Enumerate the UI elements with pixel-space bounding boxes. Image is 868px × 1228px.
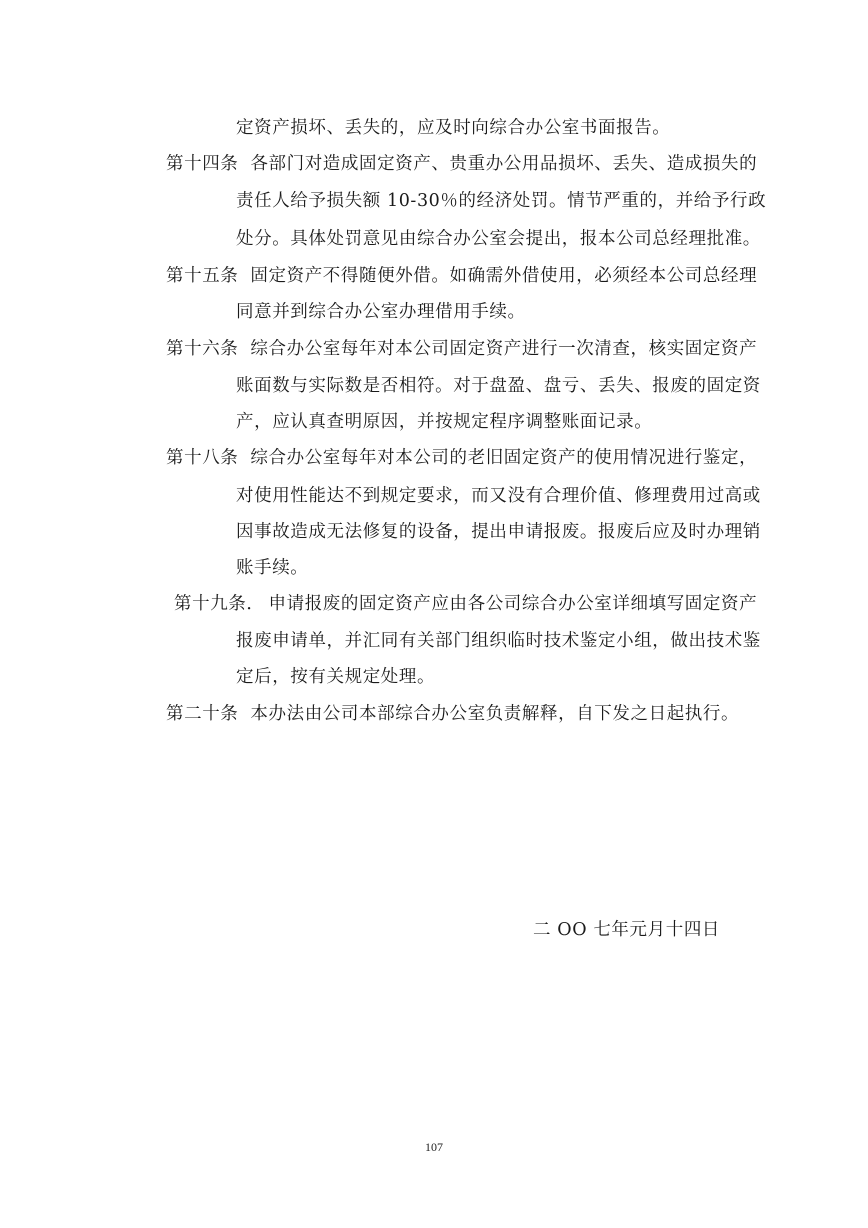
article-number: 第十六条 bbox=[166, 339, 239, 359]
paragraph-line bbox=[236, 665, 435, 689]
paragraph-line bbox=[236, 410, 652, 434]
paragraph-line bbox=[236, 116, 670, 140]
line-text: 综合办公室每年对本公司固定资产进行一次清查，核实固定资产 bbox=[250, 339, 758, 359]
line-text: 责任人给予损失额 10-30％的经济处罚。情节严重的，并给予行政 bbox=[236, 191, 767, 211]
article-19 bbox=[174, 592, 757, 616]
article-15 bbox=[166, 264, 757, 288]
article-number: 第二十条 bbox=[166, 704, 239, 724]
page-number: 107 bbox=[425, 1140, 443, 1154]
line-text: 账面数与实际数是否相符。对于盘盈、盘亏、丢失、报废的固定资 bbox=[236, 376, 761, 396]
line-text: 各部门对造成固定资产、贵重办公用品损坏、丢失、造成损失的 bbox=[250, 154, 758, 174]
paragraph-line bbox=[236, 629, 761, 653]
article-number: 第十九条． bbox=[174, 594, 265, 614]
line-text: 处分。具体处罚意见由综合办公室会提出，报本公司总经理批准。 bbox=[236, 229, 761, 249]
paragraph-line bbox=[236, 374, 761, 398]
line-text: 同意并到综合办公室办理借用手续。 bbox=[236, 302, 526, 322]
paragraph-line bbox=[236, 300, 526, 324]
article-number: 第十八条 bbox=[166, 448, 239, 468]
article-number: 第十四条 bbox=[166, 154, 239, 174]
article-18 bbox=[166, 446, 757, 470]
paragraph-line bbox=[236, 484, 761, 508]
paragraph-line bbox=[236, 556, 308, 580]
paragraph-line bbox=[236, 227, 761, 251]
line-text: 报废申请单，并汇同有关部门组织临时技术鉴定小组，做出技术鉴 bbox=[236, 631, 761, 651]
line-text: 本办法由公司本部综合办公室负责解释，自下发之日起执行。 bbox=[250, 704, 740, 724]
line-text: 定后，按有关规定处理。 bbox=[236, 667, 436, 687]
document-date: 二 OO 七年元月十四日 bbox=[533, 920, 721, 940]
line-text: 对使用性能达不到规定要求，而又没有合理价值、修理费用过高或 bbox=[236, 486, 761, 506]
article-number: 第十五条 bbox=[166, 266, 239, 286]
paragraph-line bbox=[236, 520, 761, 544]
line-text: 固定资产不得随便外借。如确需外借使用，必须经本公司总经理 bbox=[250, 266, 758, 286]
line-text: 定资产损坏、丢失的，应及时向综合办公室书面报告。 bbox=[236, 118, 671, 138]
article-16 bbox=[166, 337, 757, 361]
line-text: 产，应认真查明原因，并按规定程序调整账面记录。 bbox=[236, 412, 653, 432]
article-14 bbox=[166, 152, 757, 176]
line-text: 申请报废的固定资产应由各公司综合办公室详细填写固定资产 bbox=[268, 594, 758, 614]
line-text: 账手续。 bbox=[236, 558, 309, 578]
article-20 bbox=[166, 702, 739, 726]
line-text: 因事故造成无法修复的设备，提出申请报废。报废后应及时办理销 bbox=[236, 522, 761, 542]
line-text: 综合办公室每年对本公司的老旧固定资产的使用情况进行鉴定， bbox=[250, 448, 758, 468]
paragraph-line bbox=[236, 189, 766, 213]
